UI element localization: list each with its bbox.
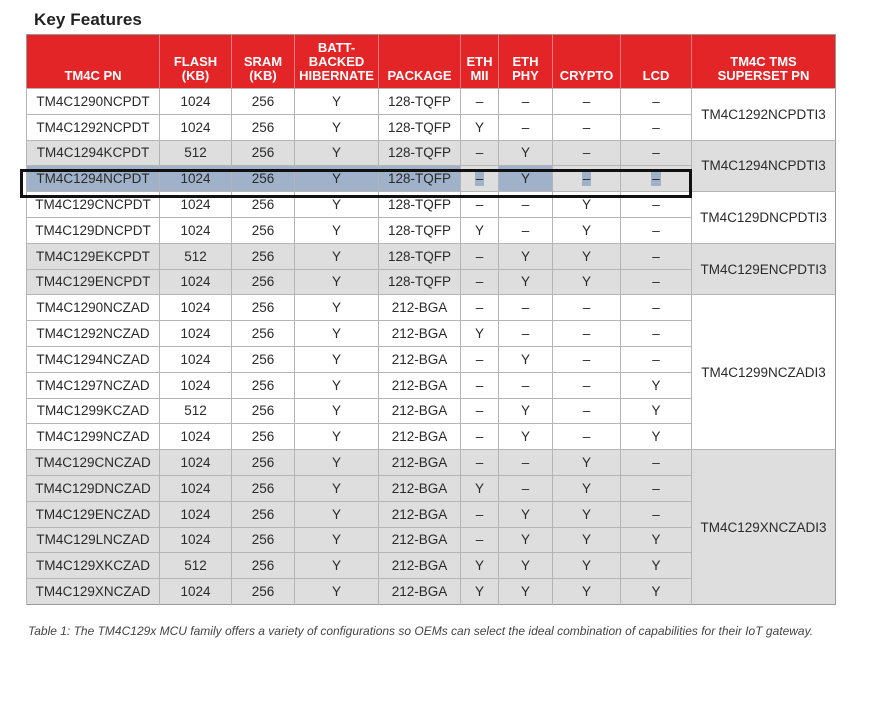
cell-superset-pn: TM4C1299NCZADI3 (692, 295, 836, 450)
table-row (27, 295, 836, 321)
cell-sram: 256 (232, 140, 295, 166)
section-title: Key Features (34, 10, 142, 29)
cell-eth-mii: Y (461, 217, 499, 243)
cell-eth-mii: – (461, 372, 499, 398)
cell-package: 212-BGA (379, 398, 461, 424)
cell-hibernate: Y (295, 217, 379, 243)
cell-flash: 1024 (160, 269, 232, 295)
cell-lcd: – (621, 475, 692, 501)
cell-crypto: Y (553, 217, 621, 243)
cell-part-number: TM4C129DNCZAD (27, 475, 160, 501)
cell-flash: 512 (160, 553, 232, 579)
cell-part-number: TM4C1290NCPDT (27, 89, 160, 115)
cell-crypto: Y (553, 527, 621, 553)
cell-hibernate: Y (295, 579, 379, 605)
cell-crypto: – (553, 424, 621, 450)
cell-flash: 1024 (160, 424, 232, 450)
cell-flash: 1024 (160, 475, 232, 501)
cell-eth-phy: – (499, 372, 553, 398)
cell-hibernate: Y (295, 372, 379, 398)
cell-hibernate: Y (295, 398, 379, 424)
cell-flash: 1024 (160, 501, 232, 527)
header-eth-mii: ETH MII (461, 35, 499, 89)
cell-hibernate: Y (295, 553, 379, 579)
cell-hibernate: Y (295, 475, 379, 501)
cell-part-number: TM4C1292NCPDT (27, 114, 160, 140)
cell-crypto: – (553, 140, 621, 166)
table-row (27, 89, 836, 115)
cell-hibernate: Y (295, 243, 379, 269)
cell-lcd: – (621, 346, 692, 372)
cell-eth-mii: – (461, 89, 499, 115)
cell-eth-phy: – (499, 114, 553, 140)
cell-flash: 512 (160, 140, 232, 166)
cell-sram: 256 (232, 269, 295, 295)
cell-eth-mii: – (461, 166, 499, 192)
cell-sram: 256 (232, 501, 295, 527)
cell-eth-phy: – (499, 89, 553, 115)
cell-lcd: – (621, 166, 692, 192)
header-crypto: CRYPTO (553, 35, 621, 89)
cell-eth-mii: – (461, 192, 499, 218)
cell-hibernate: Y (295, 346, 379, 372)
header-row (27, 35, 836, 89)
cell-part-number: TM4C1290NCZAD (27, 295, 160, 321)
cell-lcd: – (621, 501, 692, 527)
cell-eth-phy: Y (499, 346, 553, 372)
cell-package: 128-TQFP (379, 166, 461, 192)
cell-crypto: Y (553, 243, 621, 269)
cell-part-number: TM4C1292NCZAD (27, 321, 160, 347)
cell-package: 212-BGA (379, 372, 461, 398)
cell-lcd: Y (621, 553, 692, 579)
cell-crypto: Y (553, 553, 621, 579)
cell-crypto: – (553, 166, 621, 192)
cell-eth-phy: Y (499, 579, 553, 605)
cell-lcd: – (621, 217, 692, 243)
header-superset: TM4C TMS SUPERSET PN (692, 35, 836, 89)
cell-eth-mii: – (461, 450, 499, 476)
cell-superset-pn: TM4C1294NCPDTI3 (692, 140, 836, 192)
cell-crypto: Y (553, 269, 621, 295)
cell-flash: 1024 (160, 166, 232, 192)
cell-package: 212-BGA (379, 424, 461, 450)
cell-package: 212-BGA (379, 475, 461, 501)
cell-package: 128-TQFP (379, 192, 461, 218)
cell-part-number: TM4C129XNCZAD (27, 579, 160, 605)
cell-crypto: Y (553, 475, 621, 501)
cell-sram: 256 (232, 89, 295, 115)
cell-lcd: Y (621, 372, 692, 398)
cell-package: 128-TQFP (379, 114, 461, 140)
cell-flash: 1024 (160, 192, 232, 218)
cell-eth-mii: Y (461, 579, 499, 605)
cell-eth-mii: – (461, 346, 499, 372)
cell-crypto: – (553, 295, 621, 321)
cell-sram: 256 (232, 243, 295, 269)
cell-flash: 1024 (160, 321, 232, 347)
cell-eth-phy: Y (499, 553, 553, 579)
cell-eth-phy: Y (499, 140, 553, 166)
cell-lcd: – (621, 269, 692, 295)
cell-crypto: – (553, 346, 621, 372)
cell-sram: 256 (232, 166, 295, 192)
cell-eth-mii: Y (461, 114, 499, 140)
cell-flash: 1024 (160, 114, 232, 140)
cell-lcd: Y (621, 398, 692, 424)
cell-flash: 1024 (160, 527, 232, 553)
cell-crypto: – (553, 321, 621, 347)
cell-hibernate: Y (295, 89, 379, 115)
cell-sram: 256 (232, 321, 295, 347)
cell-superset-pn: TM4C1292NCPDTI3 (692, 89, 836, 141)
cell-lcd: Y (621, 579, 692, 605)
cell-lcd: – (621, 192, 692, 218)
cell-lcd: Y (621, 527, 692, 553)
cell-crypto: – (553, 114, 621, 140)
cell-part-number: TM4C1294NCZAD (27, 346, 160, 372)
cell-hibernate: Y (295, 424, 379, 450)
cell-part-number: TM4C129ENCPDT (27, 269, 160, 295)
cell-sram: 256 (232, 579, 295, 605)
table-row (27, 192, 836, 218)
features-table (26, 34, 836, 605)
cell-eth-phy: – (499, 321, 553, 347)
cell-part-number: TM4C129DNCPDT (27, 217, 160, 243)
cell-eth-mii: – (461, 243, 499, 269)
cell-lcd: – (621, 450, 692, 476)
cell-eth-phy: – (499, 475, 553, 501)
cell-hibernate: Y (295, 527, 379, 553)
cell-lcd: – (621, 89, 692, 115)
cell-part-number: TM4C129CNCZAD (27, 450, 160, 476)
cell-part-number: TM4C1299NCZAD (27, 424, 160, 450)
cell-eth-phy: Y (499, 243, 553, 269)
cell-part-number: TM4C129XKCZAD (27, 553, 160, 579)
cell-sram: 256 (232, 295, 295, 321)
cell-sram: 256 (232, 192, 295, 218)
cell-eth-phy: – (499, 450, 553, 476)
cell-package: 212-BGA (379, 346, 461, 372)
cell-eth-mii: – (461, 424, 499, 450)
cell-hibernate: Y (295, 140, 379, 166)
header-flash: FLASH (KB) (160, 35, 232, 89)
header-eth-phy: ETH PHY (499, 35, 553, 89)
cell-package: 212-BGA (379, 321, 461, 347)
cell-sram: 256 (232, 346, 295, 372)
cell-lcd: – (621, 295, 692, 321)
cell-eth-mii: – (461, 527, 499, 553)
header-lcd: LCD (621, 35, 692, 89)
cell-hibernate: Y (295, 321, 379, 347)
cell-eth-mii: – (461, 501, 499, 527)
cell-hibernate: Y (295, 192, 379, 218)
cell-sram: 256 (232, 475, 295, 501)
cell-sram: 256 (232, 217, 295, 243)
cell-eth-mii: – (461, 295, 499, 321)
cell-sram: 256 (232, 553, 295, 579)
cell-superset-pn: TM4C129DNCPDTI3 (692, 192, 836, 244)
cell-package: 212-BGA (379, 527, 461, 553)
table-row (27, 140, 836, 166)
cell-hibernate: Y (295, 114, 379, 140)
cell-part-number: TM4C1297NCZAD (27, 372, 160, 398)
cell-eth-phy: Y (499, 424, 553, 450)
cell-eth-phy: – (499, 217, 553, 243)
cell-sram: 256 (232, 398, 295, 424)
cell-crypto: Y (553, 579, 621, 605)
cell-crypto: Y (553, 501, 621, 527)
cell-lcd: – (621, 140, 692, 166)
cell-eth-mii: Y (461, 475, 499, 501)
cell-flash: 1024 (160, 450, 232, 476)
cell-eth-mii: – (461, 398, 499, 424)
cell-sram: 256 (232, 424, 295, 450)
cell-part-number: TM4C1299KCZAD (27, 398, 160, 424)
cell-lcd: – (621, 243, 692, 269)
cell-eth-phy: Y (499, 398, 553, 424)
cell-sram: 256 (232, 114, 295, 140)
table-row (27, 243, 836, 269)
cell-sram: 256 (232, 450, 295, 476)
cell-package: 128-TQFP (379, 140, 461, 166)
cell-hibernate: Y (295, 450, 379, 476)
header-package: PACKAGE (379, 35, 461, 89)
cell-part-number: TM4C1294NCPDT (27, 166, 160, 192)
cell-hibernate: Y (295, 295, 379, 321)
cell-lcd: Y (621, 424, 692, 450)
cell-flash: 1024 (160, 295, 232, 321)
cell-eth-phy: Y (499, 166, 553, 192)
cell-package: 128-TQFP (379, 269, 461, 295)
cell-lcd: – (621, 114, 692, 140)
cell-eth-mii: – (461, 269, 499, 295)
table-row (27, 450, 836, 476)
cell-eth-phy: – (499, 295, 553, 321)
cell-hibernate: Y (295, 166, 379, 192)
cell-crypto: – (553, 372, 621, 398)
cell-package: 212-BGA (379, 450, 461, 476)
cell-lcd: – (621, 321, 692, 347)
header-hibernate: BATT- BACKED HIBERNATE (295, 35, 379, 89)
cell-part-number: TM4C129CNCPDT (27, 192, 160, 218)
table-caption: Table 1: The TM4C129x MCU family offers a variety of configurations so OEMs can select the ideal combination of capabilities for their IoT gateway. (28, 624, 814, 638)
cell-part-number: TM4C129ENCZAD (27, 501, 160, 527)
cell-superset-pn: TM4C129ENCPDTI3 (692, 243, 836, 295)
cell-package: 212-BGA (379, 501, 461, 527)
cell-package: 212-BGA (379, 579, 461, 605)
cell-package: 212-BGA (379, 553, 461, 579)
cell-flash: 1024 (160, 346, 232, 372)
cell-eth-phy: Y (499, 269, 553, 295)
cell-eth-mii: – (461, 140, 499, 166)
cell-flash: 512 (160, 398, 232, 424)
cell-eth-mii: Y (461, 553, 499, 579)
cell-part-number: TM4C129EKCPDT (27, 243, 160, 269)
cell-sram: 256 (232, 527, 295, 553)
cell-crypto: Y (553, 450, 621, 476)
cell-flash: 512 (160, 243, 232, 269)
cell-package: 212-BGA (379, 295, 461, 321)
cell-package: 128-TQFP (379, 217, 461, 243)
cell-eth-phy: Y (499, 527, 553, 553)
header-pn: TM4C PN (27, 35, 160, 89)
cell-hibernate: Y (295, 501, 379, 527)
cell-sram: 256 (232, 372, 295, 398)
cell-part-number: TM4C129LNCZAD (27, 527, 160, 553)
cell-flash: 1024 (160, 89, 232, 115)
cell-flash: 1024 (160, 579, 232, 605)
cell-crypto: – (553, 89, 621, 115)
cell-package: 128-TQFP (379, 89, 461, 115)
cell-flash: 1024 (160, 372, 232, 398)
cell-eth-phy: – (499, 192, 553, 218)
cell-eth-mii: Y (461, 321, 499, 347)
cell-eth-phy: Y (499, 501, 553, 527)
cell-part-number: TM4C1294KCPDT (27, 140, 160, 166)
cell-hibernate: Y (295, 269, 379, 295)
cell-crypto: – (553, 398, 621, 424)
header-sram: SRAM (KB) (232, 35, 295, 89)
cell-package: 128-TQFP (379, 243, 461, 269)
cell-crypto: Y (553, 192, 621, 218)
cell-flash: 1024 (160, 217, 232, 243)
cell-superset-pn: TM4C129XNCZADI3 (692, 450, 836, 605)
